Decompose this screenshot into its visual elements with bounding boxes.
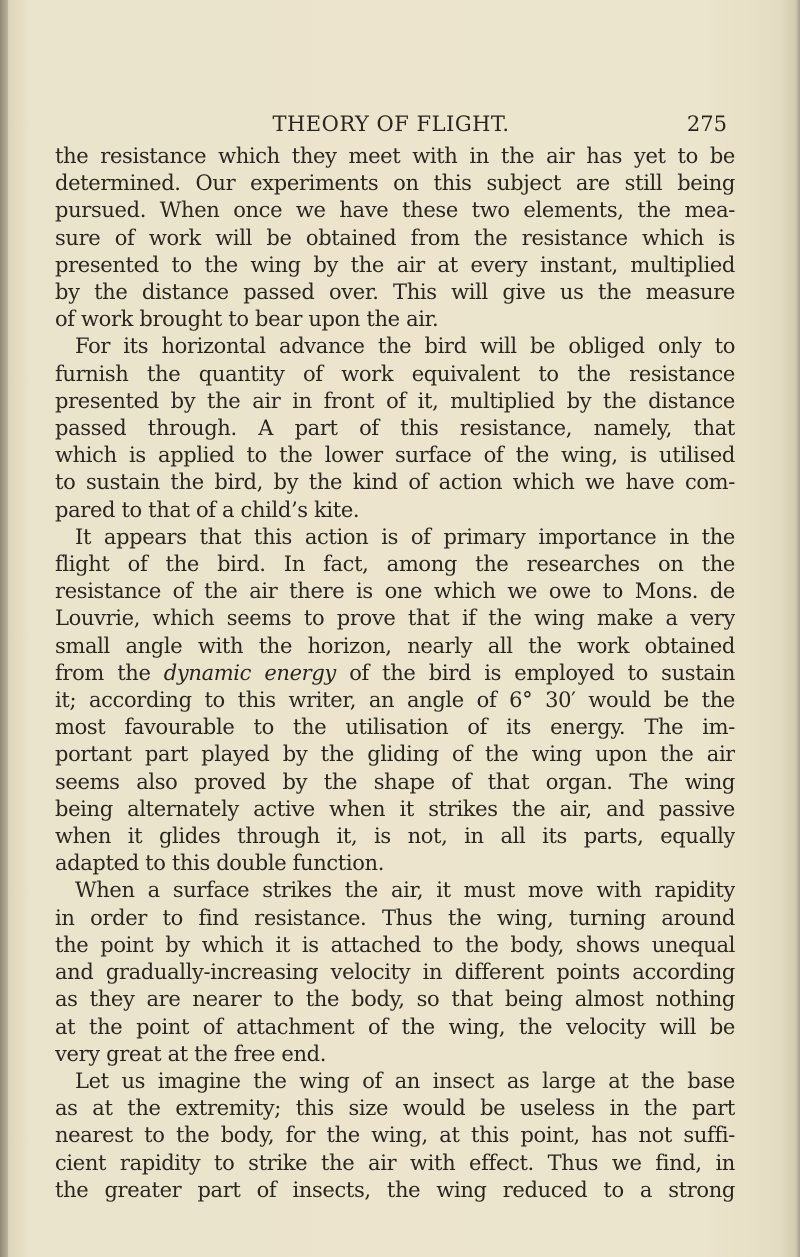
text-run: being alternately active when it strikes the air, and passive xyxy=(55,796,735,821)
text-line xyxy=(55,1177,735,1204)
text-line xyxy=(55,986,735,1013)
text-run: small angle with the horizon, nearly all the work obtained xyxy=(55,633,735,658)
text-run: flight of the bird. In fact, among the researches on the xyxy=(55,552,735,577)
text-run: by the distance passed over. This will give us the measure xyxy=(55,280,735,305)
text-line xyxy=(55,497,735,524)
text-line xyxy=(55,524,735,551)
running-title: THEORY OF FLIGHT. xyxy=(272,112,510,136)
text-run: passed through. A part of this resistance, namely, that xyxy=(55,416,735,441)
text-line xyxy=(55,578,735,605)
text-line xyxy=(55,877,735,904)
text-line xyxy=(55,796,735,823)
text-run: of work brought to bear upon the air. xyxy=(55,307,439,332)
text-line xyxy=(55,1014,735,1041)
text-run: pared to that of a child’s kite. xyxy=(55,497,360,522)
text-line xyxy=(55,605,735,632)
body-text xyxy=(55,143,735,1204)
text-run: determined. Our experiments on this subject are still being xyxy=(55,171,735,196)
text-run: Louvrie, which seems to prove that if the wing make a very xyxy=(55,606,735,631)
text-line xyxy=(55,306,735,333)
text-run: most favourable to the utilisation of its energy. The im- xyxy=(55,715,735,740)
italic-phrase: dynamic energy xyxy=(163,660,336,685)
text-run: cient rapidity to strike the air with effect. Thus we find, in xyxy=(55,1150,735,1175)
text-line xyxy=(55,633,735,660)
text-line xyxy=(55,769,735,796)
text-line xyxy=(55,333,735,360)
text-line xyxy=(55,1068,735,1095)
text-run: seems also proved by the shape of that organ. The wing xyxy=(55,769,735,794)
text-run: of the bird is employed to sustain xyxy=(349,660,735,685)
text-line xyxy=(55,1150,735,1177)
text-line xyxy=(55,932,735,959)
text-run: as at the extremity; this size would be useless in the part xyxy=(55,1096,735,1121)
text-run: adapted to this double function. xyxy=(55,851,385,876)
text-run: presented by the air in front of it, multiplied by the distance xyxy=(55,388,735,413)
text-line xyxy=(55,959,735,986)
text-run: at the point of attachment of the wing, the velocity will be xyxy=(55,1014,735,1039)
text-line xyxy=(55,469,735,496)
text-line xyxy=(55,687,735,714)
text-run: from the xyxy=(55,660,151,685)
page-right-edge xyxy=(795,0,800,1257)
text-line xyxy=(55,660,735,687)
text-line xyxy=(55,823,735,850)
text-run: when it glides through it, is not, in all its parts, equally xyxy=(55,824,735,849)
text-line xyxy=(55,225,735,252)
text-run: portant part played by the gliding of the wing upon the air xyxy=(55,742,735,767)
text-line xyxy=(55,551,735,578)
text-run: resistance of the air there is one which we owe to Mons. de xyxy=(55,579,735,604)
text-run: nearest to the body, for the wing, at this point, has not suffi- xyxy=(55,1123,735,1148)
text-line xyxy=(55,442,735,469)
text-run: It appears that this action is of primary importance in the xyxy=(75,524,735,549)
text-line xyxy=(55,1041,735,1068)
text-run: Let us imagine the wing of an insect as large at the base xyxy=(75,1068,735,1093)
text-line xyxy=(55,714,735,741)
page-header xyxy=(55,108,727,144)
page-binding-edge xyxy=(0,0,8,1257)
text-line xyxy=(55,741,735,768)
text-run: to sustain the bird, by the kind of action which we have com- xyxy=(55,470,735,495)
text-run: sure of work will be obtained from the resistance which is xyxy=(55,225,735,250)
text-run: furnish the quantity of work equivalent to the resistance xyxy=(55,361,735,386)
text-line xyxy=(55,361,735,388)
text-run: as they are nearer to the body, so that being almost nothing xyxy=(55,987,735,1012)
text-line xyxy=(55,415,735,442)
text-line xyxy=(55,388,735,415)
text-line xyxy=(55,1095,735,1122)
text-line xyxy=(55,197,735,224)
text-run: pursued. When once we have these two elements, the mea- xyxy=(55,198,735,223)
text-run: For its horizontal advance the bird will be obliged only to xyxy=(75,334,735,359)
page-number: 275 xyxy=(686,112,727,136)
text-line xyxy=(55,279,735,306)
text-line xyxy=(55,1122,735,1149)
text-run: very great at the free end. xyxy=(55,1041,327,1066)
text-run: which is applied to the lower surface of the wing, is utilised xyxy=(55,443,735,468)
text-run: the resistance which they meet with in the air has yet to be xyxy=(55,144,735,168)
text-line xyxy=(55,850,735,877)
text-run: it; according to this writer, an angle of 6° 30′ would be the xyxy=(55,688,735,713)
text-run: and gradually-increasing velocity in different points according xyxy=(55,960,735,985)
text-line xyxy=(55,252,735,279)
text-run: the greater part of insects, the wing reduced to a strong xyxy=(55,1177,735,1202)
text-run: in order to find resistance. Thus the wing, turning around xyxy=(55,905,735,930)
text-run: When a surface strikes the air, it must move with rapidity xyxy=(75,878,735,903)
text-line xyxy=(55,143,735,170)
text-line xyxy=(55,170,735,197)
text-run: the point by which it is attached to the body, shows unequal xyxy=(55,932,735,957)
text-run: presented to the wing by the air at every instant, multiplied xyxy=(55,252,735,277)
text-line xyxy=(55,905,735,932)
